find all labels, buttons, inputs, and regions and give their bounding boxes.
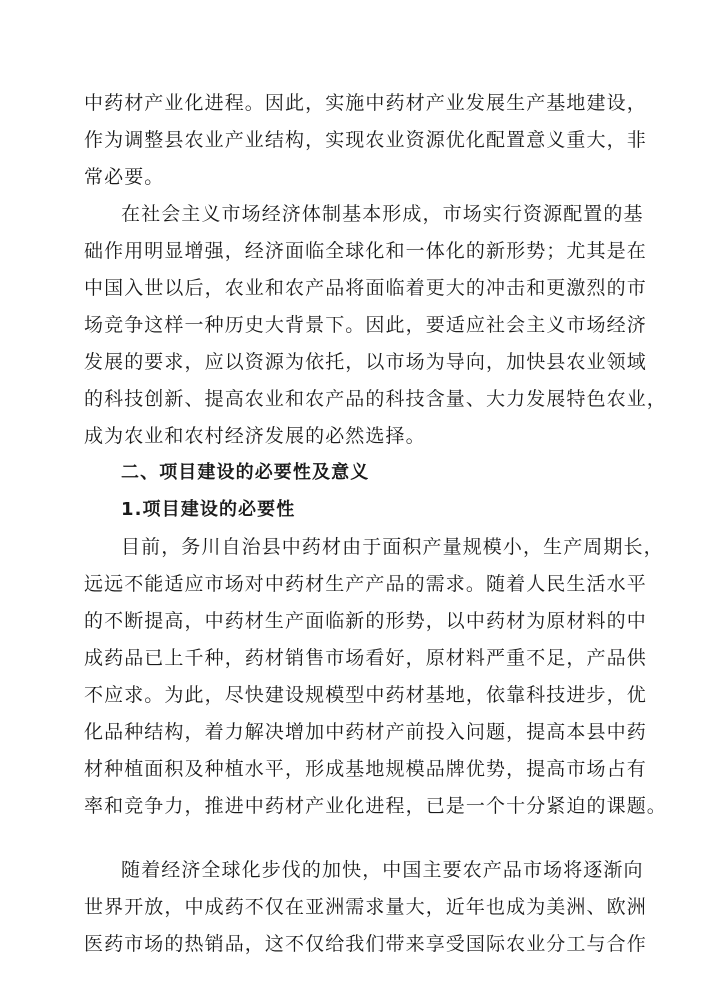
paragraph-line: 成为农业和农村经济发展的必然选择。 [84, 425, 426, 447]
paragraph-line: 不应求。为此，尽快建设规模型中药材基地，依靠科技进步，优 [84, 684, 647, 706]
paragraph-line: 的科技创新、提高农业和农产品的科技含量、大力发展特色农业， [84, 388, 667, 410]
paragraph-line: 随着经济全球化步伐的加快，中国主要农产品市场将逐渐向 [121, 859, 644, 881]
paragraph-line: 在社会主义市场经济体制基本形成，市场实行资源配置的基 [121, 203, 644, 225]
section-heading: 二、项目建设的必要性及意义 [121, 462, 370, 483]
paragraph-line: 目前，务川自治县中药材由于面积产量规模小，生产周期长， [121, 536, 664, 558]
paragraph-line: 材种植面积及种植水平，形成基地规模品牌优势，提高市场占有 [84, 758, 647, 780]
paragraph-line: 发展的要求，应以资源为依托，以市场为导向，加快县农业领域 [84, 351, 647, 373]
paragraph-line: 远远不能适应市场对中药材生产产品的需求。随着人民生活水平 [84, 573, 647, 595]
paragraph-line: 作为调整县农业产业结构，实现农业资源优化配置意义重大，非 [84, 129, 647, 151]
paragraph-line: 的不断提高，中药材生产面临新的形势，以中药材为原材料的中 [84, 610, 647, 632]
paragraph-line: 中国入世以后，农业和农产品将面临着更大的冲击和更激烈的市 [84, 277, 647, 299]
paragraph-line: 化品种结构，着力解决增加中药材产前投入问题，提高本县中药 [84, 721, 647, 743]
paragraph-line: 场竞争这样一种历史大背景下。因此，要适应社会主义市场经济 [84, 314, 647, 336]
paragraph-line: 础作用明显增强，经济面临全球化和一体化的新形势；尤其是在 [84, 240, 647, 262]
paragraph-line: 医药市场的热销品，这不仅给我们带来享受国际农业分工与合作 [84, 933, 647, 955]
paragraph-line: 率和竞争力，推进中药材产业化进程，已是一个十分紧迫的课题。 [84, 795, 667, 817]
paragraph-line: 世界开放，中成药不仅在亚洲需求量大，近年也成为美洲、欧洲 [84, 896, 647, 918]
paragraph-line: 常必要。 [84, 166, 165, 188]
subsection-heading: 1.项目建设的必要性 [121, 499, 296, 520]
paragraph-line: 中药材产业化进程。因此，实施中药材产业发展生产基地建设， [84, 92, 647, 114]
paragraph-line: 成药品已上千种，药材销售市场看好，原材料严重不足，产品供 [84, 647, 647, 669]
